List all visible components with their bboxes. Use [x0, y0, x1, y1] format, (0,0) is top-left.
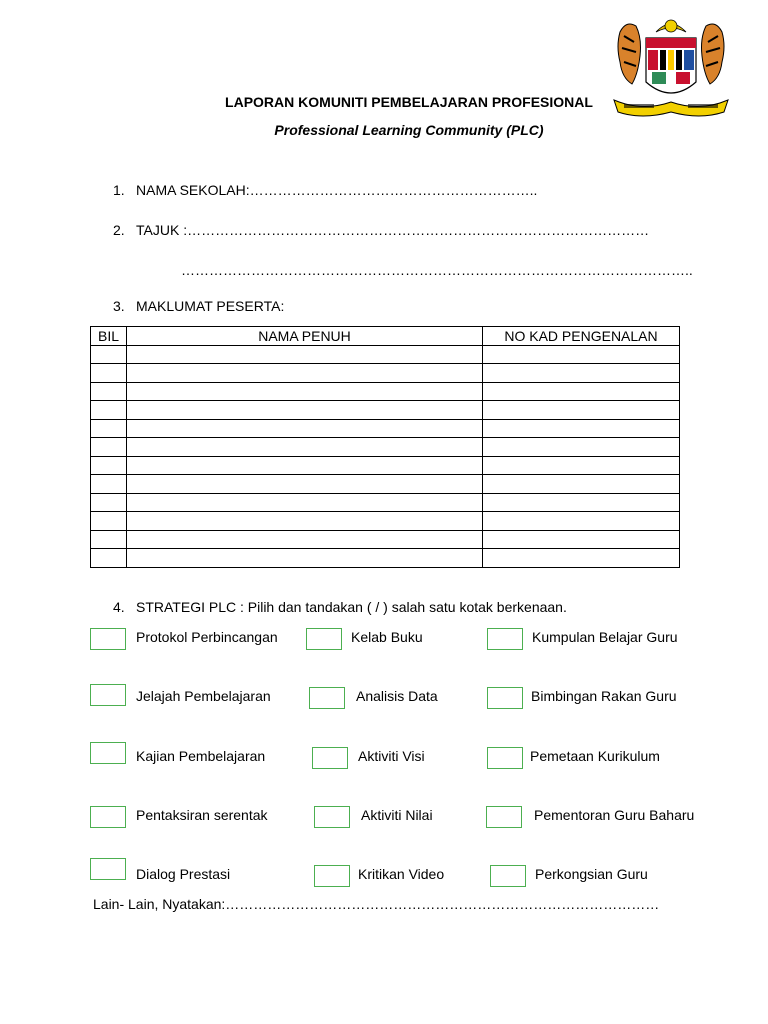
cell-nama-penuh[interactable]: [127, 419, 483, 438]
cell-no-kad-pengenalan[interactable]: [483, 456, 680, 475]
option-label: Kritikan Video: [358, 866, 445, 882]
table-header-row: [91, 327, 680, 346]
cell-nama-penuh[interactable]: [127, 438, 483, 457]
cell-nama-penuh[interactable]: [127, 401, 483, 420]
checkbox-kumpulan-belajar-guru[interactable]: [487, 628, 523, 650]
cell-nama-penuh[interactable]: [127, 382, 483, 401]
table-row: [91, 549, 680, 568]
item-number-3: 3.: [113, 298, 125, 314]
cell-bil[interactable]: [91, 382, 127, 401]
cell-no-kad-pengenalan[interactable]: [483, 401, 680, 420]
cell-bil[interactable]: [91, 530, 127, 549]
option-label: Aktiviti Nilai: [361, 807, 433, 823]
item-number-1: 1.: [113, 182, 125, 198]
table-row: [91, 475, 680, 494]
cell-nama-penuh[interactable]: [127, 530, 483, 549]
option-label: Jelajah Pembelajaran: [136, 688, 271, 704]
lain-lain-field[interactable]: Lain- Lain, Nyatakan:…………………………………………………………………………………: [93, 896, 660, 912]
option-label: Pemetaan Kurikulum: [530, 748, 660, 764]
column-header-nama-penuh: NAMA PENUH: [127, 327, 483, 346]
cell-nama-penuh[interactable]: [127, 345, 483, 364]
cell-no-kad-pengenalan[interactable]: [483, 419, 680, 438]
cell-no-kad-pengenalan[interactable]: [483, 530, 680, 549]
form-title: LAPORAN KOMUNITI PEMBELAJARAN PROFESIONAL: [225, 94, 593, 110]
table-row: [91, 456, 680, 475]
checkbox-aktiviti-nilai[interactable]: [314, 806, 350, 828]
option-label: Pementoran Guru Baharu: [534, 807, 695, 823]
maklumat-peserta-label: MAKLUMAT PESERTA:: [136, 298, 285, 314]
strategi-plc-label: STRATEGI PLC : Pilih dan tandakan ( / ) salah satu kotak berkenaan.: [136, 599, 567, 615]
option-label: Pentaksiran serentak: [136, 807, 268, 823]
checkbox-pementoran-guru-baharu[interactable]: [486, 806, 522, 828]
cell-bil[interactable]: [91, 493, 127, 512]
cell-nama-penuh[interactable]: [127, 475, 483, 494]
option-label: Analisis Data: [356, 688, 438, 704]
table-row: [91, 345, 680, 364]
cell-bil[interactable]: [91, 419, 127, 438]
cell-no-kad-pengenalan[interactable]: [483, 364, 680, 383]
form-subtitle: Professional Learning Community (PLC): [274, 122, 544, 138]
table-body: [91, 345, 680, 567]
checkbox-kajian-pembelajaran[interactable]: [90, 742, 126, 764]
cell-bil[interactable]: [91, 549, 127, 568]
option-label: Kelab Buku: [351, 629, 423, 645]
option-label: Perkongsian Guru: [535, 866, 648, 882]
tajuk-field[interactable]: TAJUK :………………………………………………………………………………………: [136, 222, 650, 238]
cell-no-kad-pengenalan[interactable]: [483, 382, 680, 401]
checkbox-perkongsian-guru[interactable]: [490, 865, 526, 887]
table-row: [91, 493, 680, 512]
checkbox-kritikan-video[interactable]: [314, 865, 350, 887]
checkbox-dialog-prestasi[interactable]: [90, 858, 126, 880]
table-row: [91, 530, 680, 549]
table-row: [91, 512, 680, 531]
table-row: [91, 382, 680, 401]
cell-bil[interactable]: [91, 345, 127, 364]
cell-nama-penuh[interactable]: [127, 549, 483, 568]
cell-nama-penuh[interactable]: [127, 512, 483, 531]
checkbox-kelab-buku[interactable]: [306, 628, 342, 650]
checkbox-protokol-perbincangan[interactable]: [90, 628, 126, 650]
cell-no-kad-pengenalan[interactable]: [483, 438, 680, 457]
cell-bil[interactable]: [91, 456, 127, 475]
checkbox-pentaksiran-serentak[interactable]: [90, 806, 126, 828]
cell-no-kad-pengenalan[interactable]: [483, 475, 680, 494]
cell-no-kad-pengenalan[interactable]: [483, 512, 680, 531]
table-row: [91, 364, 680, 383]
option-label: Protokol Perbincangan: [136, 629, 278, 645]
cell-no-kad-pengenalan[interactable]: [483, 549, 680, 568]
checkbox-jelajah-pembelajaran[interactable]: [90, 684, 126, 706]
cell-nama-penuh[interactable]: [127, 493, 483, 512]
table-row: [91, 438, 680, 457]
peserta-table: [90, 326, 680, 568]
cell-bil[interactable]: [91, 438, 127, 457]
cell-bil[interactable]: [91, 364, 127, 383]
column-header-no-kad-pengenalan: NO KAD PENGENALAN: [483, 327, 680, 346]
checkbox-analisis-data[interactable]: [309, 687, 345, 709]
option-label: Dialog Prestasi: [136, 866, 231, 882]
table-row: [91, 401, 680, 420]
cell-no-kad-pengenalan[interactable]: [483, 345, 680, 364]
item-number-2: 2.: [113, 222, 125, 238]
cell-bil[interactable]: [91, 475, 127, 494]
table-row: [91, 419, 680, 438]
tajuk-field-line2[interactable]: ………………………………………………………………………………………………..: [181, 262, 693, 278]
cell-nama-penuh[interactable]: [127, 364, 483, 383]
option-label: Bimbingan Rakan Guru: [531, 688, 677, 704]
cell-bil[interactable]: [91, 512, 127, 531]
cell-bil[interactable]: [91, 401, 127, 420]
option-label: Kajian Pembelajaran: [136, 748, 266, 764]
checkbox-pemetaan-kurikulum[interactable]: [487, 747, 523, 769]
checkbox-bimbingan-rakan-guru[interactable]: [487, 687, 523, 709]
option-label: Kumpulan Belajar Guru: [532, 629, 678, 645]
option-label: Aktiviti Visi: [358, 748, 425, 764]
column-header-bil: BIL: [91, 327, 127, 346]
item-number-4: 4.: [113, 599, 125, 615]
cell-no-kad-pengenalan[interactable]: [483, 493, 680, 512]
checkbox-aktiviti-visi[interactable]: [312, 747, 348, 769]
cell-nama-penuh[interactable]: [127, 456, 483, 475]
nama-sekolah-field[interactable]: NAMA SEKOLAH:……………………………………………………..: [136, 182, 538, 198]
